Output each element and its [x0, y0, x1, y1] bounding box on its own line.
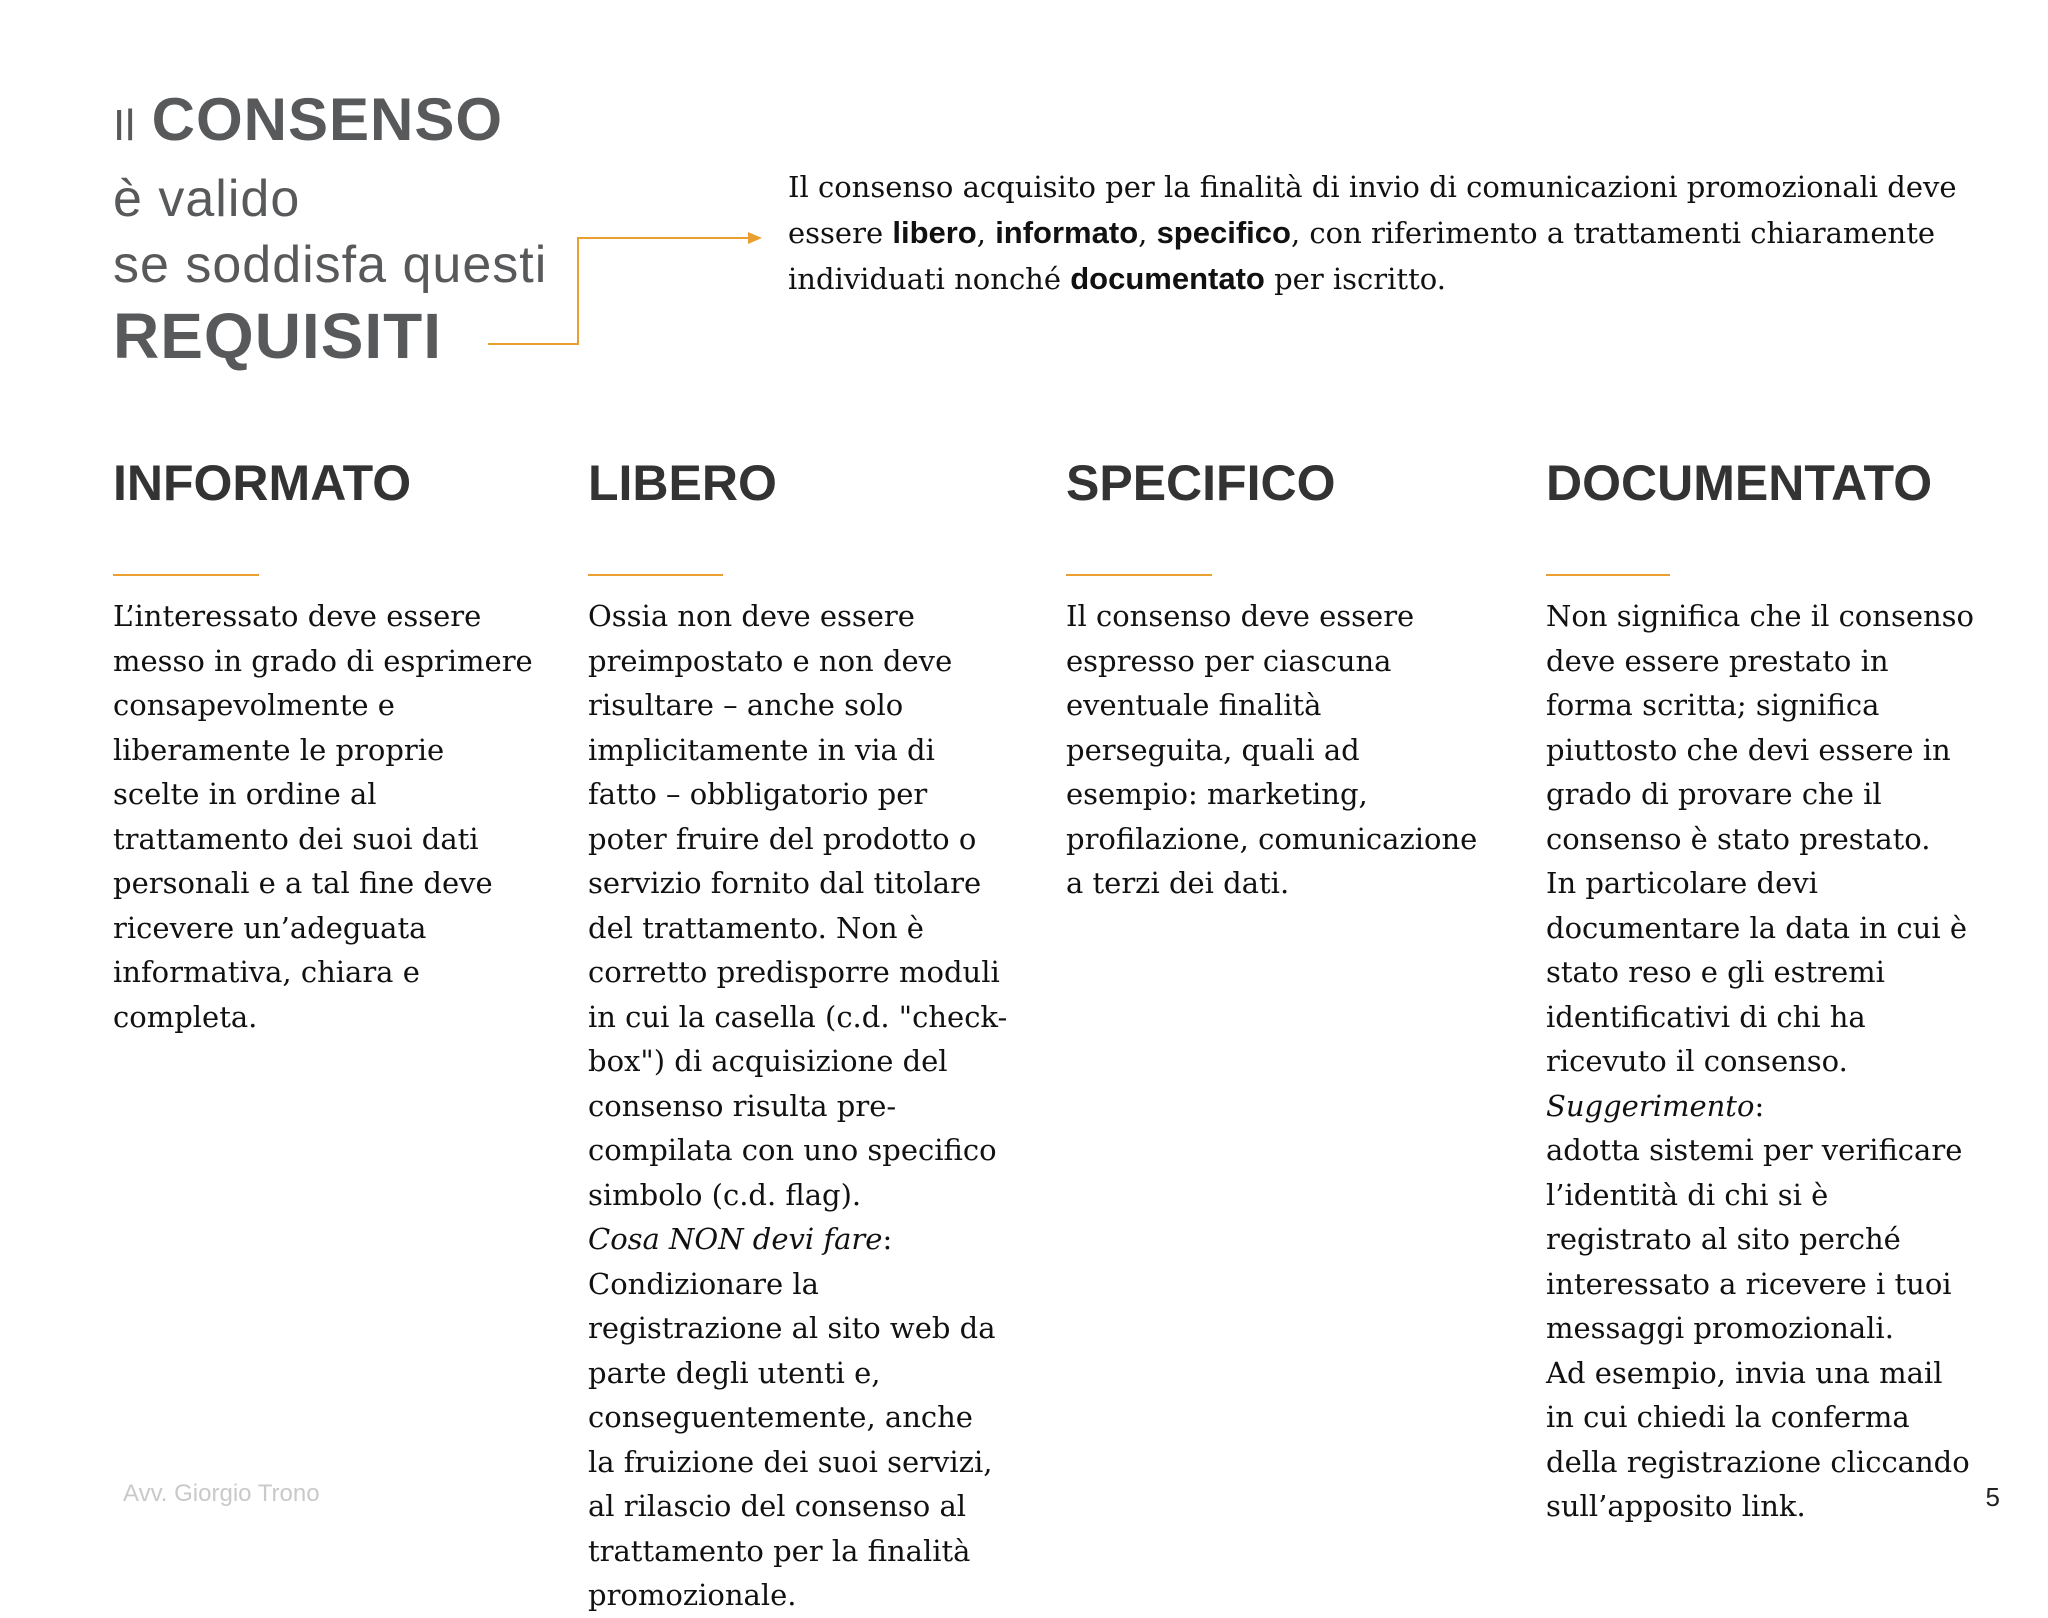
column-text-2: adotta sistemi per verificare l’identità di chi si è registrato al sito perché interessato a ricevere i tuoi messaggi promozionali.	[1546, 1133, 1963, 1345]
column-libero	[588, 446, 1008, 1618]
intro-sep-2: ,	[1138, 216, 1157, 250]
heading-underline	[1066, 574, 1212, 576]
column-body	[588, 594, 1008, 1618]
column-body	[1546, 594, 1976, 1529]
column-documentato	[1546, 446, 1976, 1529]
intro-text-1: Il consenso acquisito per la finalità di invio di comunicazioni promozionali deve essere	[788, 170, 1957, 250]
column-text: Ossia non deve essere preimpostato e non deve risultare – anche solo implicitamente in via di fatto – obbligatorio per poter fruire del prodotto o servizio fornito dal titolare del trattamento. Non è corretto predisporre moduli in cui la casella (c.d. "check-box") di acquisizione del consenso risulta pre-compilata con uno specifico simbolo (c.d. flag).	[588, 599, 1008, 1212]
intro-keyword-documentato: documentato	[1070, 261, 1265, 296]
page-number: 5	[1985, 1482, 2000, 1512]
intro-text-2: , con riferimento a trattamenti chiaramente individuati nonché	[788, 216, 1936, 296]
heading-underline	[1546, 574, 1670, 576]
note-label: Cosa NON devi fare	[588, 1222, 883, 1256]
title-line-3: se soddisfa questi	[113, 236, 548, 294]
footer-author: Avv. Giorgio Trono	[123, 1480, 320, 1507]
column-text-3: Ad esempio, invia una mail in cui chiedi la conferma della registrazione cliccando sull’apposito link.	[1546, 1355, 1970, 1523]
column-body	[113, 594, 533, 1039]
note-label: Suggerimento	[1546, 1088, 1755, 1123]
intro-text-3: per iscritto.	[1264, 262, 1446, 296]
column-text-b: In particolare devi documentare la data in cui è stato reso e gli estremi identificativi di chi ha ricevuto il consenso.	[1546, 866, 1968, 1078]
column-note	[1546, 1084, 1976, 1129]
column-text-2: Condizionare la registrazione al sito web da parte degli utenti e, conseguentemente, anche la fruizione dei suoi servizi, al rilascio del consenso al trattamento per la finalità promozionale.	[588, 1266, 996, 1612]
column-heading: INFORMATO	[113, 455, 412, 511]
column-informato	[113, 446, 533, 1039]
title-main: CONSENSO	[151, 86, 504, 153]
intro-paragraph	[788, 164, 1988, 302]
column-note	[588, 1217, 1008, 1262]
column-specifico	[1066, 446, 1486, 906]
note-label-suffix: :	[882, 1222, 893, 1256]
title-line-4: REQUISITI	[113, 300, 443, 372]
note-label-suffix: :	[1754, 1088, 1765, 1123]
intro-sep-1: ,	[976, 216, 996, 250]
title-prefix: Il	[113, 101, 135, 150]
column-text: Non significa che il consenso deve essere prestato in forma scritta; significa piuttosto che devi essere in grado di provare che il consenso è stato prestato.	[1546, 599, 1975, 856]
intro-keyword-informato: informato	[995, 215, 1139, 250]
intro-keyword-specifico: specifico	[1156, 215, 1291, 250]
intro-keyword-libero: libero	[892, 215, 977, 250]
column-text: L’interessato deve essere messo in grado di esprimere consapevolmente e liberamente le proprie scelte in ordine al trattamento dei suoi dati personali e a tal fine deve ricevere un’adeguata informativa, chiara e completa.	[113, 599, 533, 1034]
column-body	[1066, 594, 1486, 906]
column-text: Il consenso deve essere espresso per ciascuna eventuale finalità perseguita, quali ad esempio: marketing, profilazione, comunicazione a terzi dei dati.	[1066, 599, 1478, 900]
column-heading: SPECIFICO	[1066, 455, 1336, 511]
column-heading: DOCUMENTATO	[1546, 455, 1933, 511]
title-line-2: è valido	[113, 170, 301, 228]
heading-underline	[588, 574, 723, 576]
heading-underline	[113, 574, 259, 576]
column-heading: LIBERO	[588, 455, 777, 511]
